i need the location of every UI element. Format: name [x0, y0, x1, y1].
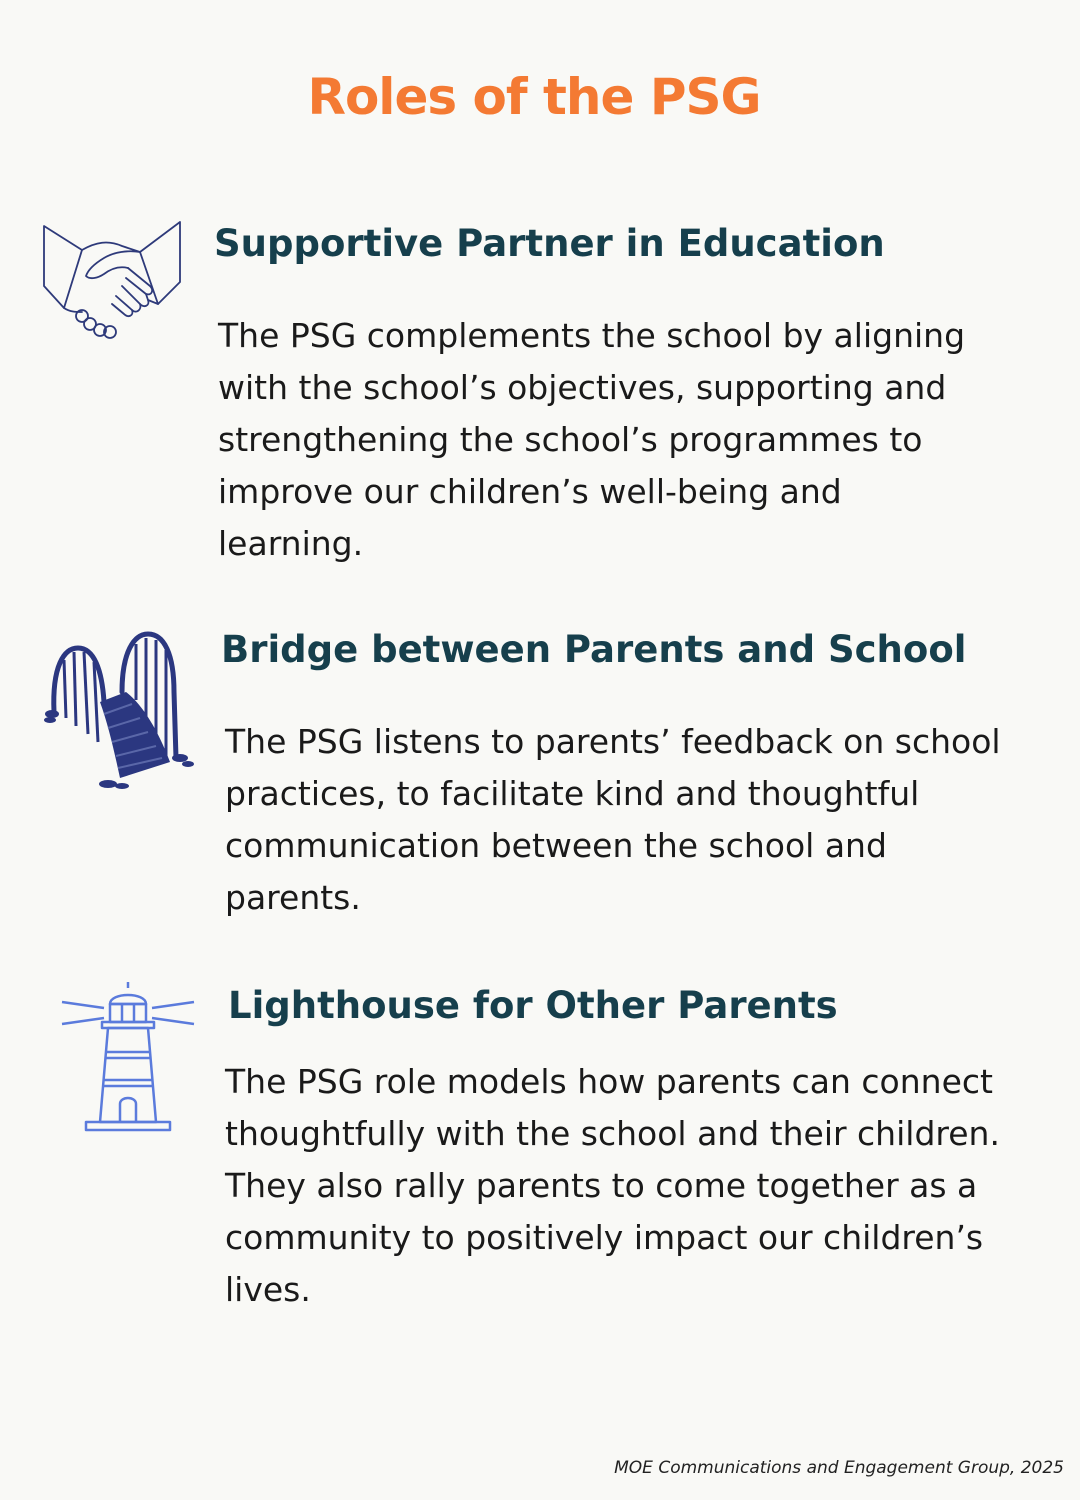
page-title: Roles of the PSG	[307, 68, 761, 126]
credit-line: MOE Communications and Engagement Group, 2025	[614, 1458, 1064, 1478]
role-description: The PSG listens to parents’ feedback on school practices, to facilitate kind and thoughtful communication between the school and parents.	[225, 722, 1001, 917]
role-heading: Bridge between Parents and School	[221, 628, 967, 671]
role-description: The PSG role models how parents can connect thoughtfully with the school and their children. They also rally parents to come together as a community to positively impact our children’s lives.	[225, 1062, 1000, 1309]
handshake-icon	[42, 220, 184, 348]
bridge-icon	[42, 630, 194, 796]
lighthouse-icon	[58, 980, 198, 1144]
role-description: The PSG complements the school by aligning with the school’s objectives, supporting and strengthening the school’s programmes to improve our children’s well-being and learning.	[218, 316, 966, 563]
role-heading: Lighthouse for Other Parents	[228, 984, 838, 1027]
role-heading: Supportive Partner in Education	[214, 222, 885, 265]
